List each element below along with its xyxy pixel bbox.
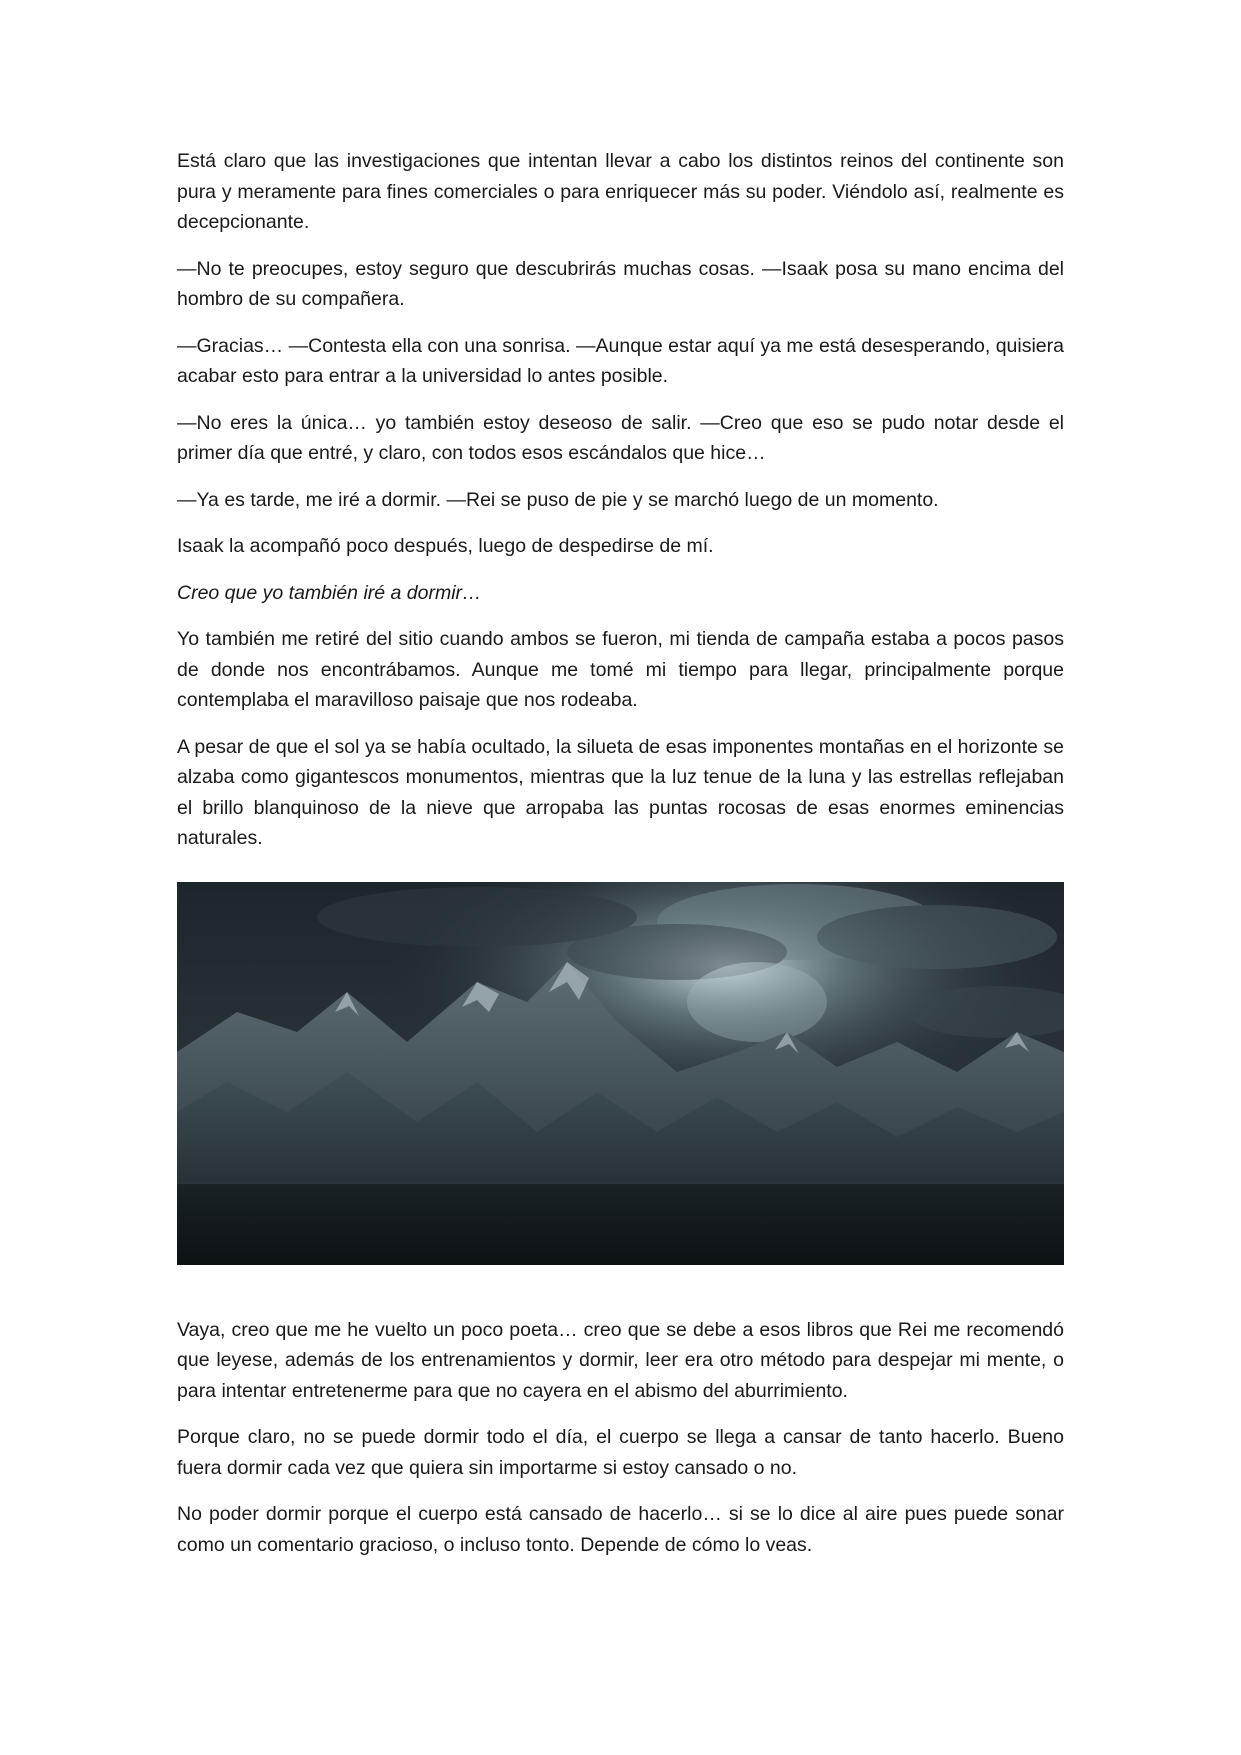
paragraph: A pesar de que el sol ya se había ocultado, la silueta de esas imponentes montañas en el horizonte se alzaba como gigantescos monumentos, mientras que la luz tenue de la luna y las estrellas reflejaban el brillo blanquinoso de la nieve que arropaba las puntas rocosas de esas enormes eminencias naturales. [177,735,1064,849]
paragraph: —No te preocupes, estoy seguro que descubrirás muchas cosas. —Isaak posa su mano encima del hombro de su compañera. [177,257,1064,310]
paragraph: Isaak la acompañó poco después, luego de despedirse de mí. [177,535,714,557]
text-block-bottom [177,1315,1064,1561]
dark-foreground [177,1182,1064,1265]
horizon-line [177,1182,1064,1184]
paragraph: Está claro que las investigaciones que intentan llevar a cabo los distintos reinos del continente son pura y meramente para fines comerciales o para enriquecer más su poder. Viéndolo así, realmente es decepcionante. [177,150,1064,233]
paragraph: —Gracias… —Contesta ella con una sonrisa. —Aunque estar aquí ya me está desesperando, quisiera acabar esto para entrar a la universidad lo antes posible. [177,334,1064,387]
paragraph: —No eres la única… yo también estoy deseoso de salir. —Creo que eso se pudo notar desde el primer día que entré, y claro, con todos esos escándalos que hice… [177,411,1064,464]
paragraph: —Ya es tarde, me iré a dormir. —Rei se puso de pie y se marchó luego de un momento. [177,488,939,511]
paragraph: Porque claro, no se puede dormir todo el día, el cuerpo se llega a cansar de tanto hacerlo. Bueno fuera dormir cada vez que quiera sin importarme si estoy cansado o no. [177,1426,1064,1479]
document-page [177,146,1064,1576]
mountain-landscape-night-illustration [177,882,1064,1265]
paragraph: Yo también me retiré del sitio cuando ambos se fueron, mi tienda de campaña estaba a pocos pasos de donde nos encontrábamos. Aunque me tomé mi tiempo para llegar, principalmente porque contemplaba el maravilloso paisaje que nos rodeaba. [177,628,1064,711]
mountain-illustration-svg [177,882,1064,1265]
text-block-top [177,146,1064,854]
paragraph: No poder dormir porque el cuerpo está cansado de hacerlo… si se lo dice al aire pues puede sonar como un comentario gracioso, o incluso tonto. Depende de cómo lo veas. [177,1503,1064,1556]
paragraph: Vaya, creo que me he vuelto un poco poeta… creo que se debe a esos libros que Rei me recomendó que leyese, además de los entrenamientos y dormir, leer era otro método para despejar mi mente, o para intentar entretenerme para que no cayera en el abismo del aburrimiento. [177,1318,1064,1402]
paragraph-italic-thought: Creo que yo también iré a dormir… [177,581,482,604]
